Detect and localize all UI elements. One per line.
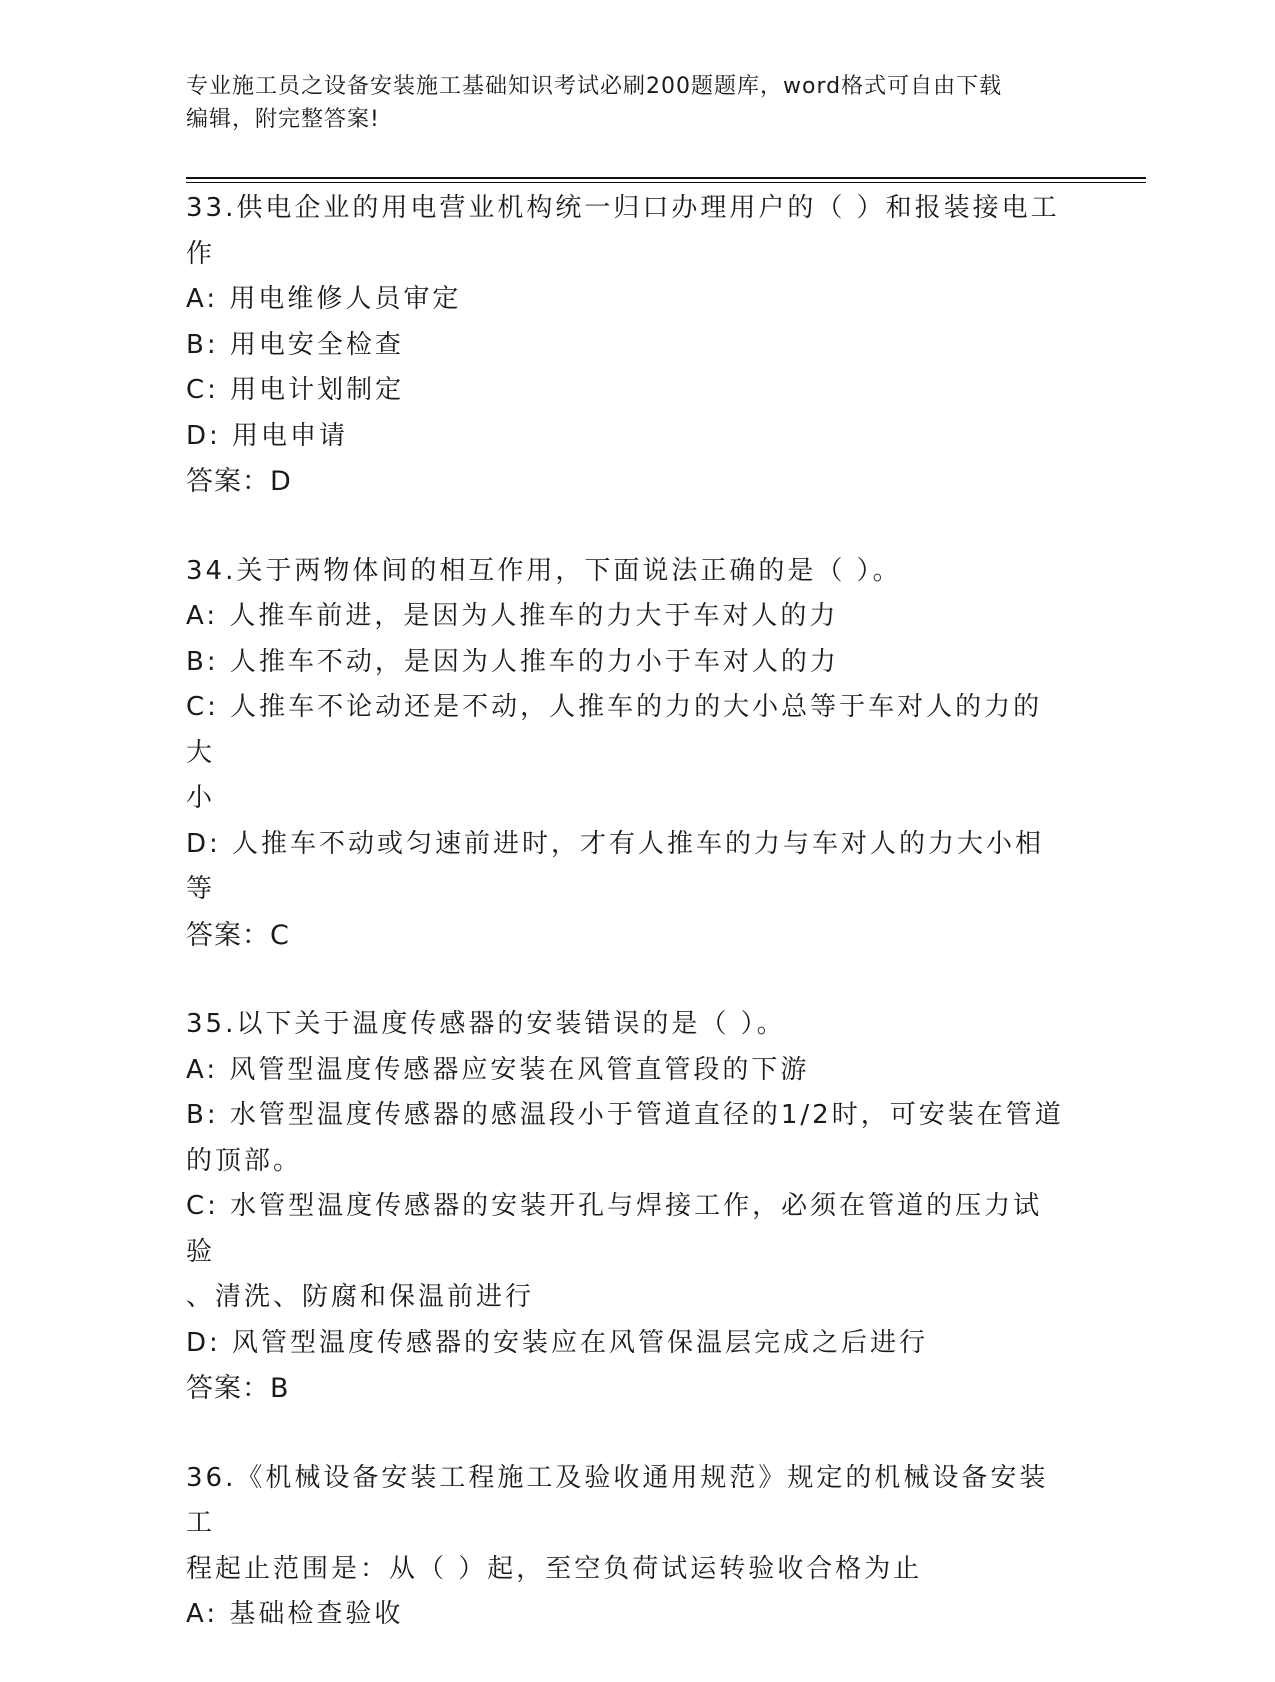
- option-c: C: 水管型温度传感器的安装开孔与焊接工作，必须在管道的压力试验: [186, 1191, 1043, 1267]
- answer-label: 答案：C: [186, 919, 290, 951]
- question-36: [186, 1456, 1066, 1638]
- question-35: [186, 1002, 1066, 1412]
- header-title-line-2: 编辑，附完整答案!: [186, 107, 380, 132]
- option-b: B: 用电安全检查: [186, 329, 404, 360]
- option-a: A: 基础检查验收: [186, 1599, 404, 1629]
- option-a: A: 风管型温度传感器应安装在风管直管段的下游: [186, 1054, 810, 1085]
- option-d: D: 用电申请: [186, 420, 349, 451]
- option-c-continued: 小: [186, 783, 216, 813]
- document-header: [186, 70, 1066, 136]
- question-stem: 作: [186, 238, 216, 269]
- option-c: C: 用电计划制定: [186, 375, 405, 405]
- answer-label: 答案：D: [186, 466, 292, 497]
- option-b: B: 水管型温度传感器的感温段小于管道直径的1/2时，可安装在管道: [186, 1100, 1064, 1130]
- option-b: B: 人推车不动，是因为人推车的力小于车对人的力: [186, 646, 839, 677]
- answer-label: 答案：B: [186, 1373, 290, 1404]
- question-stem: 35.以下关于温度传感器的安装错误的是（ ）。: [186, 1009, 786, 1039]
- option-a: A: 用电维修人员审定: [186, 284, 462, 314]
- header-divider-thick: [186, 177, 1146, 179]
- question-stem: 程起止范围是：从（ ）起，至空负荷试运转验收合格为止: [186, 1553, 923, 1584]
- question-33: [186, 186, 1066, 505]
- question-stem: 34.关于两物体间的相互作用，下面说法正确的是（ ）。: [186, 555, 902, 586]
- question-list: [186, 186, 1066, 1682]
- header-title-line-1: 专业施工员之设备安装施工基础知识考试必刷200题题库，word格式可自由下载: [186, 74, 1003, 99]
- option-c-continued: 、清洗、防腐和保温前进行: [186, 1282, 535, 1312]
- option-d: D: 人推车不动或匀速前进时，才有人推车的力与车对人的力大小相等: [186, 828, 1045, 904]
- question-stem: 33.供电企业的用电营业机构统一归口办理用户的（ ）和报装接电工: [186, 193, 1060, 223]
- option-d: D: 风管型温度传感器的安装应在风管保温层完成之后进行: [186, 1327, 929, 1358]
- question-stem: 36.《机械设备安装工程施工及验收通用规范》规定的机械设备安装工: [186, 1462, 1049, 1538]
- header-divider-thin: [186, 182, 1146, 183]
- option-c: C: 人推车不论动还是不动，人推车的力的大小总等于车对人的力的大: [186, 692, 1043, 768]
- option-b-continued: 的顶部。: [186, 1145, 303, 1176]
- question-34: [186, 549, 1066, 959]
- option-a: A: 人推车前进，是因为人推车的力大于车对人的力: [186, 601, 839, 631]
